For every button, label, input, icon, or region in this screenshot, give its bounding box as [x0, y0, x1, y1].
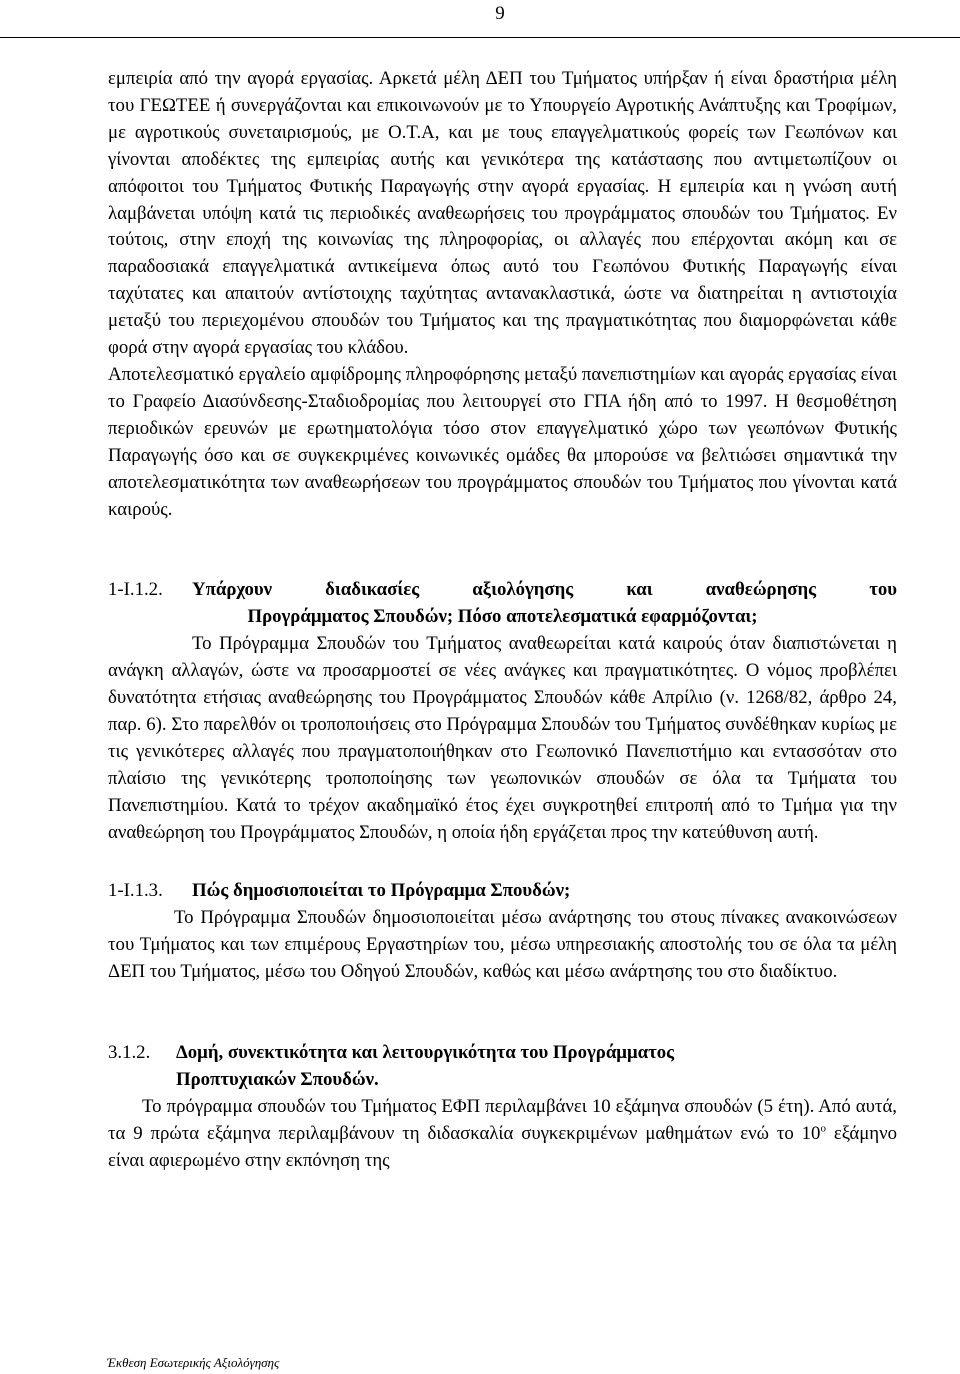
section-title-line-1: Υπάρχουν διαδικασίες αξιολόγησης και αναθεώρησης του — [192, 579, 897, 601]
section-number-spacer — [108, 1067, 176, 1094]
header-rule — [0, 37, 960, 38]
section-title-line-2: Προγράμματος Σπουδών; Πόσο αποτελεσματικά εφαρμόζονται; — [247, 606, 758, 628]
page-footer: Έκθεση Εσωτερικής Αξιολόγησης — [107, 1355, 280, 1370]
ordinal-superscript: ο — [820, 1122, 826, 1135]
section-3-1-2-body — [108, 1094, 897, 1175]
paragraph-career-office: Αποτελεσματικό εργαλείο αμφίδρομης πληροφόρησης μεταξύ πανεπιστημίων και αγοράς εργασίας είναι το Γραφείο Διασύνδεσης-Σταδιοδρομίας που λειτουργεί στο ΓΠΑ ήδη από το 1997. Η θεσμοθέτηση περιοδικών ερευνών με ερωτηματολόγια τόσο στον επαγγελματικό χώρο των γεωπόνων Φυτικής Παραγωγής όσο και σε συγκεκριμένες κοινωνικές ομάδες θα μπορούσε να βελτιώσει σημαντικά την αποτελεσματικότητα των αναθεωρήσεων του προγράμματος σπουδών του Τμήματος που γίνονται κατά καιρούς. — [108, 363, 897, 520]
section-1-1-3-body: Το Πρόγραμμα Σπουδών δημοσιοποιείται μέσω ανάρτησης του στους πίνακες ανακοινώσεων του Τμήματος και των επιμέρους Εργαστηρίων του, μέσω υπηρεσιακής αποστολής του σε όλα τα μέλη ΔΕΠ του Τμήματος, μέσω του Οδηγού Σπουδών, καθώς και μέσω ανάρτησης του στο διαδίκτυο. — [108, 907, 897, 983]
section-title-line-2: Προπτυχιακών Σπουδών. — [176, 1069, 379, 1090]
section-title-line-1: Δομή, συνεκτικότητα και λειτουργικότητα του Προγράμματος — [176, 1042, 675, 1064]
section-3-1-2-body-b: εξάμηνο είναι αφιερωμένο στην εκπόνηση της — [108, 1122, 897, 1171]
section-3-1-2-heading — [108, 1040, 897, 1067]
section-1-1-2-heading — [108, 577, 897, 604]
section-3-1-2-heading-cont — [108, 1067, 897, 1094]
section-3-1-2-body-a: Το πρόγραμμα σπουδών του Τμήματος ΕΦΠ περιλαμβάνει 10 εξάμηνα σπουδών (5 έτη). Από αυτά, τα 9 πρώτα εξάμηνα περιλαμβάνουν τη διδασκαλία συγκεκριμένων μαθημάτων ενώ το 10 — [108, 1095, 897, 1144]
paragraph-industry-experience: εμπειρία από την αγορά εργασίας. Αρκετά μέλη ΔΕΠ του Τμήματος υπήρξαν ή είναι δραστήρια μέλη του ΓΕΩΤΕΕ ή συνεργάζονται και επικοινωνούν με το Υπουργείο Αγροτικής Ανάπτυξης και Τροφίμων, με αγροτικούς συνεταιρισμούς, με Ο.Τ.Α, και με τους επαγγελματικούς φορείς των Γεωπόνων και γίνονται αποδέκτες της εμπειρίας αυτής και γενικότερα της κατάστασης που αντιμετωπίζουν οι απόφοιτοι του Τμήματος Φυτικής Παραγωγής στην αγορά εργασίας. Η εμπειρία και η γνώση αυτή λαμβάνεται υπόψη κατά τις περιοδικές αναθεωρήσεις του προγράμματος σπουδών του Τμήματος. Εν τούτοις, στην εποχή της κοινωνίας της πληροφορίας, οι αλλαγές που επέρχονται ακόμη και σε παραδοσιακά επαγγελματικά αντικείμενα όπως αυτό του Γεωπόνου Φυτικής Παραγωγής είναι ταχύτατες και απαιτούν αντίστοιχης ταχύτητας αντανακλαστικά, ώστε να διατηρείται η αντιστοιχία μεταξύ του περιεχομένου σπουδών του Τμήματος και της πραγματικότητας που διαμορφώνεται κάθε φορά στην αγορά εργασίας του κλάδου. — [108, 68, 897, 359]
section-title: Πώς δημοσιοποιείται το Πρόγραμμα Σπουδών; — [192, 880, 571, 902]
section-number: 1-Ι.1.3. — [108, 880, 163, 902]
page-content — [108, 66, 897, 1175]
section-1-1-2-body: Το Πρόγραμμα Σπουδών του Τμήματος αναθεωρείται κατά καιρούς όταν διαπιστώνεται η ανάγκη αλλαγών, ώστε να προσαρμοστεί σε νέες ανάγκες και πραγματικότητες. Ο νόμος προβλέπει δυνατότητα ετήσιας αναθεώρησης του Προγράμματος Σπουδών κάθε Απρίλιο (ν. 1268/82, άρθρο 24, παρ. 6). Στο παρελθόν οι τροποποιήσεις στο Πρόγραμμα Σπουδών του Τμήματος συνδέθηκαν κυρίως με τις γενικότερες αλλαγές που πραγματοποιήθηκαν στο Γεωπονικό Πανεπιστήμιο και εντασσόταν στο πλαίσιο της γενικότερης τροποποίησης των γεωπονικών σπουδών σε όλα τα Τμήματα του Πανεπιστημίου. Κατά το τρέχον ακαδημαϊκό έτος έχει συγκροτηθεί επιτροπή από το Τμήμα για την αναθεώρηση του Προγράμματος Σπουδών, η οποία ήδη εργάζεται προς την κατεύθυνση αυτή. — [108, 633, 897, 843]
section-1-1-3-heading — [108, 878, 897, 905]
page-number: 9 — [495, 3, 505, 24]
section-number: 1-Ι.1.2. — [108, 579, 163, 601]
section-1-1-2-heading-cont — [108, 604, 897, 631]
section-number: 3.1.2. — [108, 1042, 151, 1064]
